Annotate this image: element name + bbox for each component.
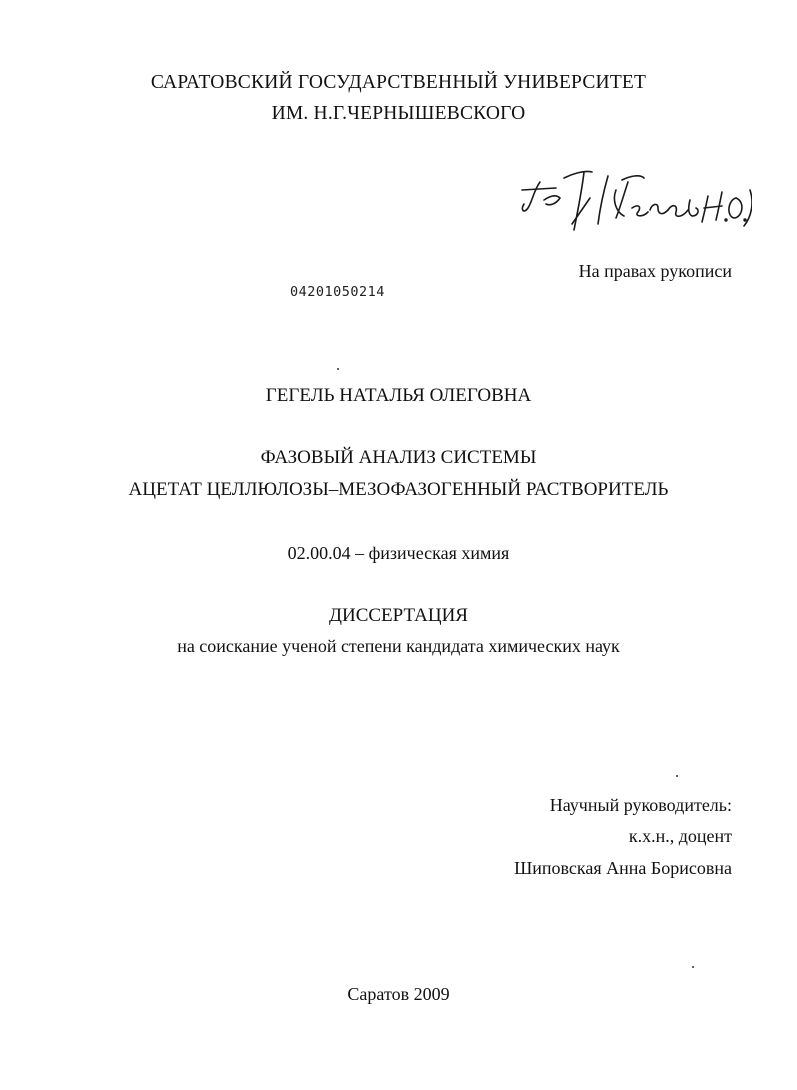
author-name: ГЕГЕЛЬ НАТАЛЬЯ ОЛЕГОВНА [265,385,532,406]
supervisor-name: Шиповская Анна Борисовна [514,858,732,878]
scan-speck [337,368,339,370]
scan-speck [676,775,678,777]
supervisor-title: к.х.н., доцент [628,826,732,846]
supervisor-label: Научный руководитель: [549,795,732,815]
thesis-title-line2: АЦЕТАТ ЦЕЛЛЮЛОЗЫ–МЕЗОФАЗОГЕННЫЙ РАСТВОРИТЕЛЬ [128,479,669,500]
document-type: ДИССЕРТАЦИЯ [329,605,468,626]
city-year: Саратов 2009 [347,984,450,1004]
manuscript-rights: На правах рукописи [578,261,732,281]
stamp-number: 04201050214 [290,284,385,300]
handwritten-signature [512,160,752,260]
scan-speck [692,966,694,968]
signature-graphic [512,160,752,260]
university-name-line1: САРАТОВСКИЙ ГОСУДАРСТВЕННЫЙ УНИВЕРСИТЕТ [150,72,647,93]
thesis-title-line1: ФАЗОВЫЙ АНАЛИЗ СИСТЕМЫ [260,447,537,468]
university-name-line2: ИМ. Н.Г.ЧЕРНЫШЕВСКОГО [271,103,526,124]
specialty: 02.00.04 – физическая химия [287,543,510,563]
degree-description: на соискание ученой степени кандидата химических наук [177,636,620,656]
